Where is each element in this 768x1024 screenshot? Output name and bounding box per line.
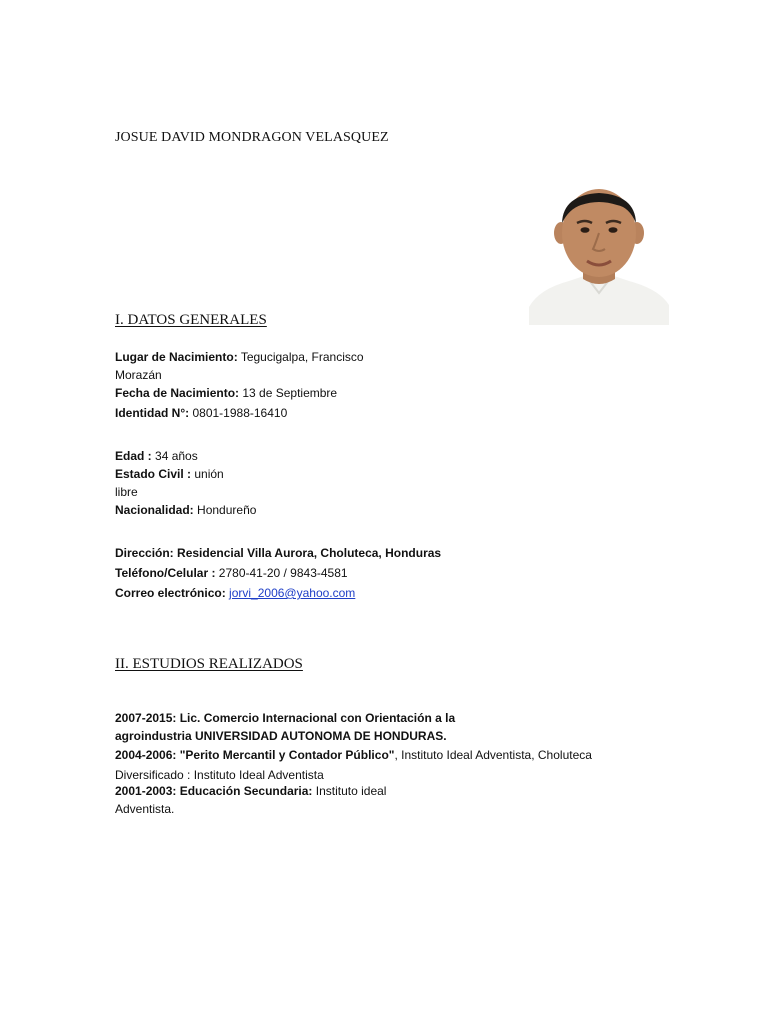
age-label: Edad :: [115, 449, 152, 463]
address-value: Residencial Villa Aurora, Choluteca, Honduras: [177, 546, 442, 560]
phone-value: 2780-41-20 / 9843-4581: [218, 566, 348, 580]
education-university-line1: 2007-2015: Lic. Comercio Internacional con Orientación a la: [115, 711, 456, 725]
nationality-row: [115, 501, 256, 519]
education-secondary-row: [115, 782, 386, 800]
birthplace-label: Lugar de Nacimiento:: [115, 350, 238, 364]
marital-status-value: unión: [194, 467, 224, 481]
nationality-label: Nacionalidad:: [115, 503, 194, 517]
birthdate-label: Fecha de Nacimiento:: [115, 386, 240, 400]
birthdate-row: [115, 384, 337, 402]
address-label: Dirección:: [115, 546, 174, 560]
education-university-line2: agroindustria UNIVERSIDAD AUTONOMA DE HONDURAS.: [115, 729, 447, 743]
id-number-value: 0801-1988-16410: [192, 406, 288, 420]
education-secondary-value: Instituto ideal: [315, 784, 387, 798]
email-link[interactable]: jorvi_2006@yahoo.com: [229, 586, 356, 600]
phone-row: [115, 564, 348, 582]
education-perito-label: 2004-2006: "Perito Mercantil y Contador Público": [115, 748, 395, 762]
age-row: [115, 447, 198, 465]
id-number-label: Identidad N°:: [115, 406, 190, 420]
person-portrait-icon: [529, 189, 669, 325]
nationality-value: Hondureño: [197, 503, 257, 517]
section-title-datos-generales: I. DATOS GENERALES: [115, 312, 267, 328]
address-row: [115, 544, 441, 562]
education-perito-value: , Instituto Ideal Adventista, Choluteca: [394, 748, 592, 762]
email-row: [115, 584, 355, 602]
birthplace-row: [115, 348, 364, 366]
profile-photo: [529, 189, 669, 325]
marital-status-row: [115, 465, 224, 483]
education-perito-row: [115, 746, 592, 764]
birthdate-value: 13 de Septiembre: [242, 386, 338, 400]
id-number-row: [115, 404, 287, 422]
birthplace-value-continued: Morazán: [115, 368, 162, 382]
age-value: 34 años: [155, 449, 198, 463]
birthplace-value: Tegucigalpa, Francisco: [240, 350, 364, 364]
marital-status-label: Estado Civil :: [115, 467, 192, 481]
marital-status-value-continued: libre: [115, 485, 138, 499]
education-diversificado: Diversificado : Instituto Ideal Adventista: [115, 768, 324, 782]
phone-label: Teléfono/Celular :: [115, 566, 216, 580]
section-title-estudios-realizados: II. ESTUDIOS REALIZADOS: [115, 656, 303, 672]
education-secondary-value-continued: Adventista.: [115, 802, 175, 816]
education-secondary-label: 2001-2003: Educación Secundaria:: [115, 784, 313, 798]
email-label: Correo electrónico:: [115, 586, 226, 600]
candidate-name: JOSUE DAVID MONDRAGON VELASQUEZ: [115, 130, 389, 145]
